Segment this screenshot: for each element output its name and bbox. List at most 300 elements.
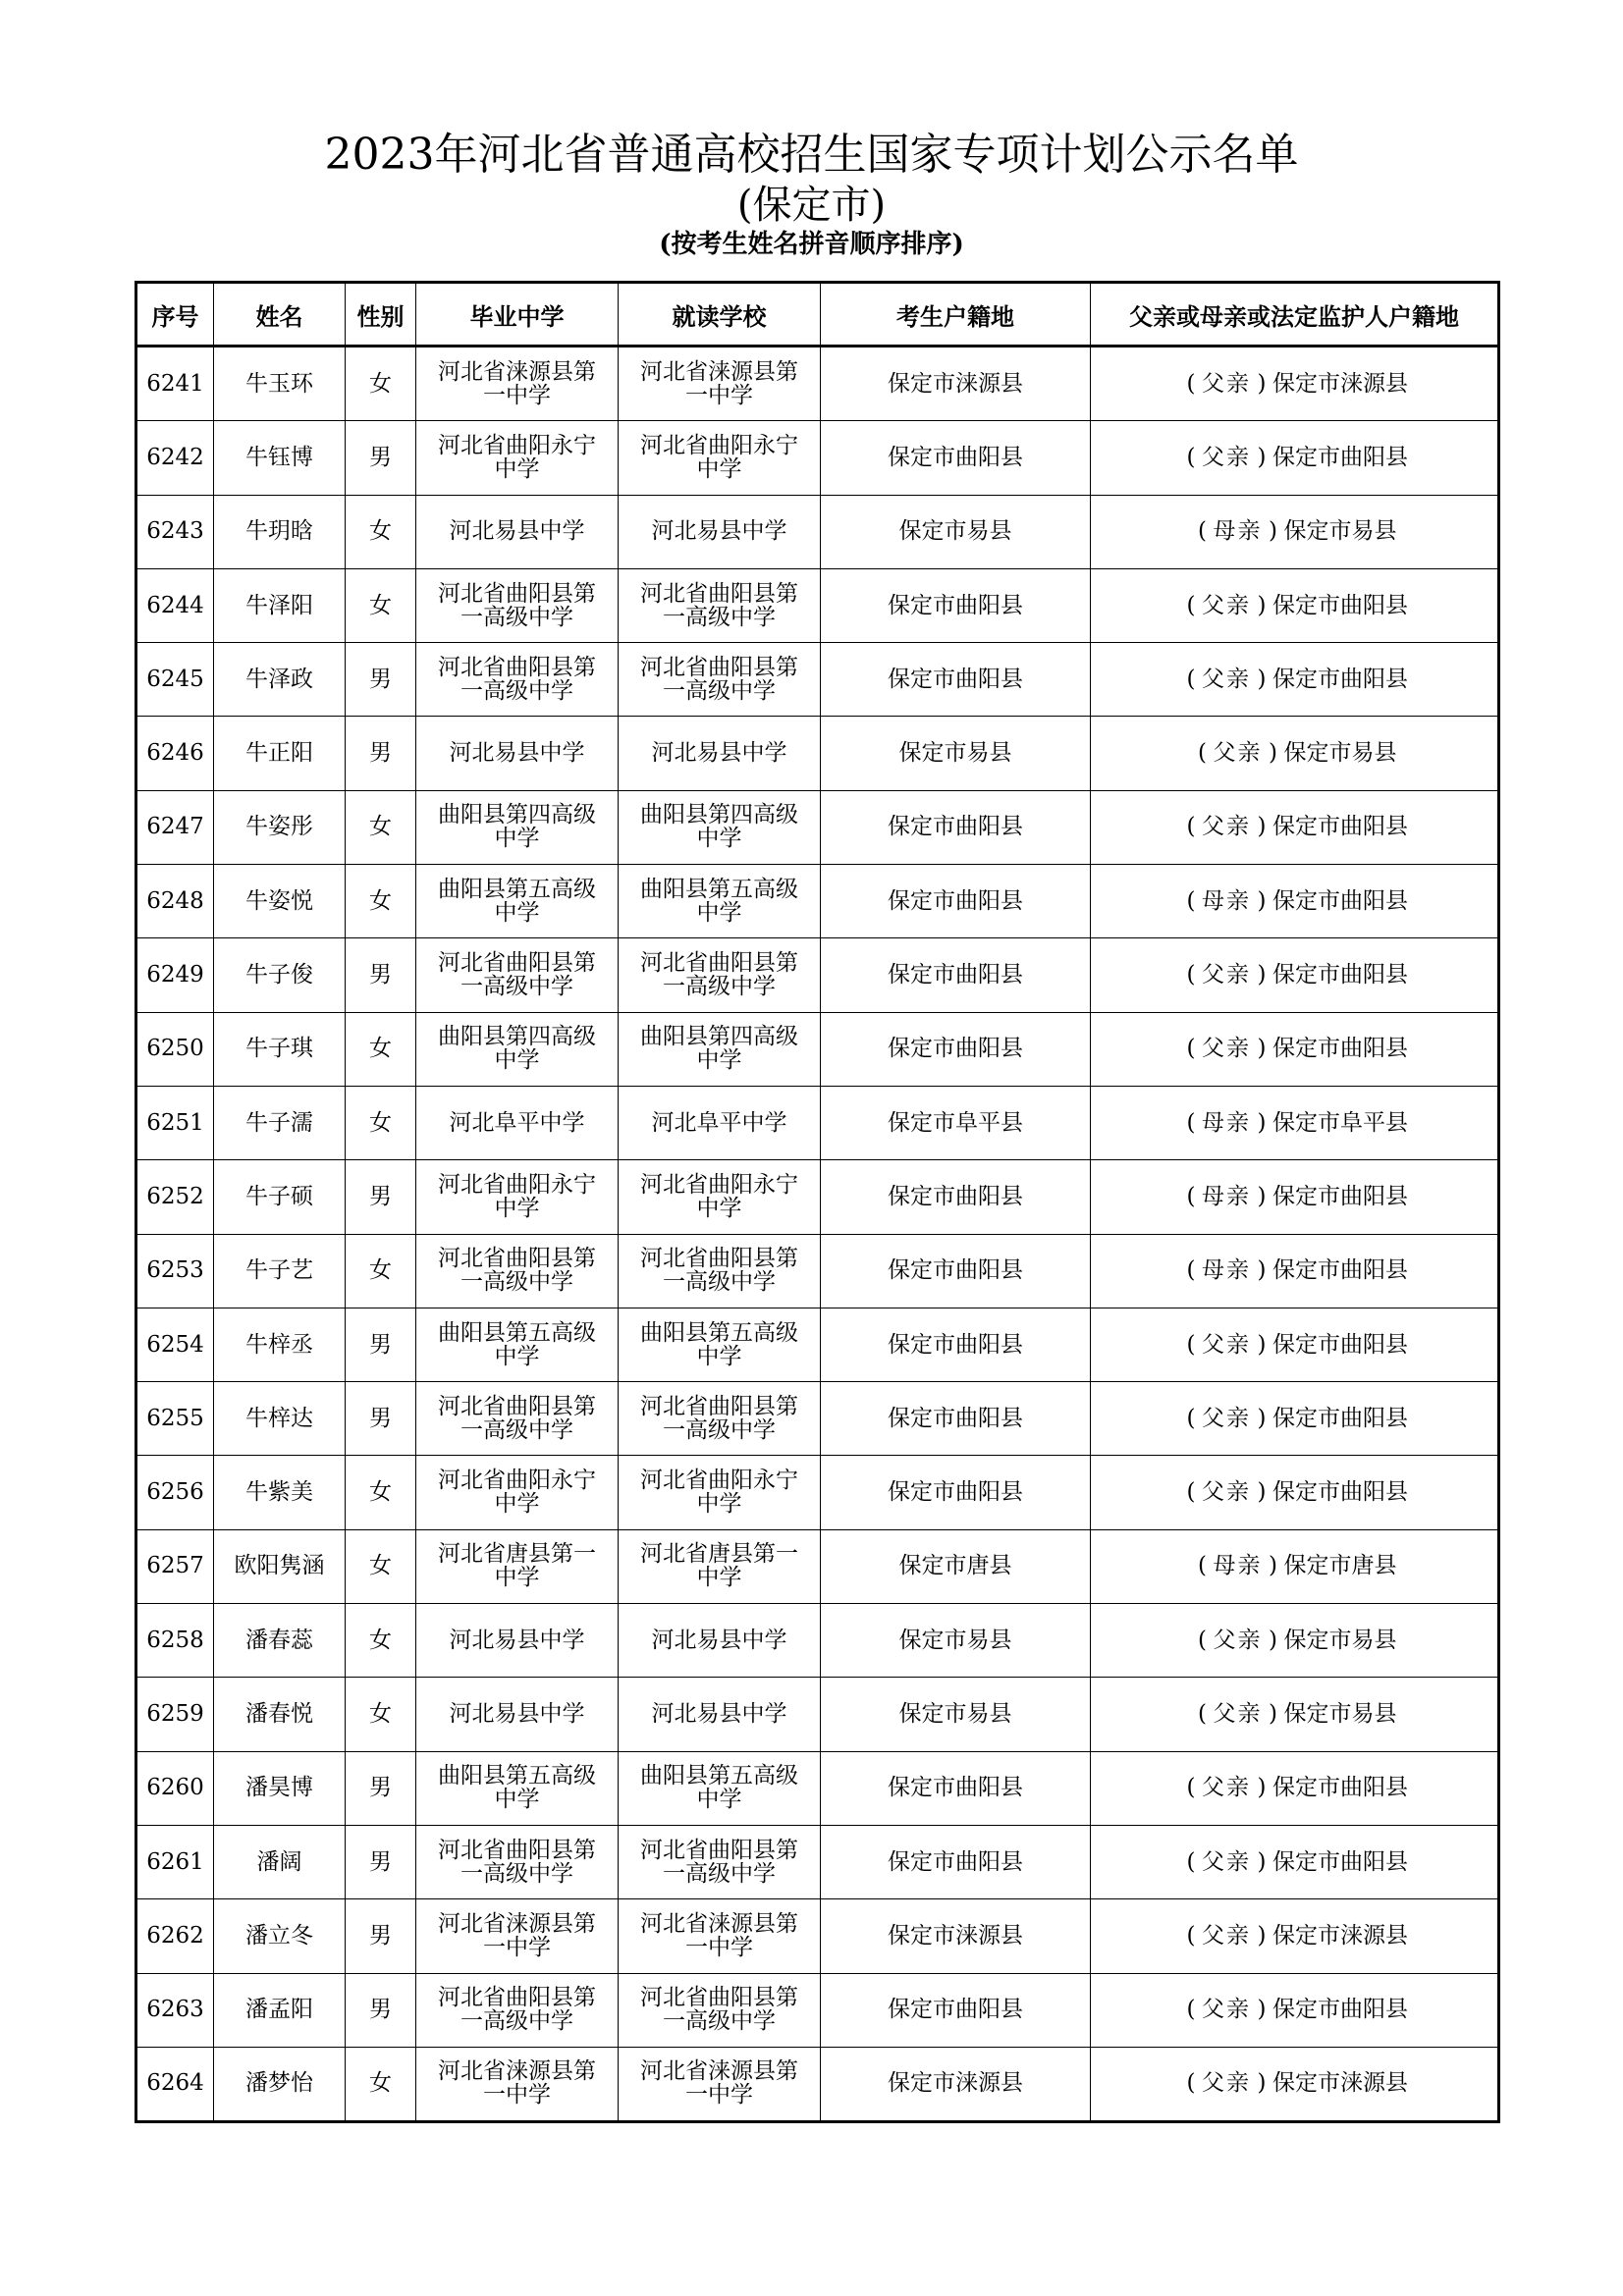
cell-current-school	[619, 1382, 821, 1456]
cell-graduate-school	[416, 1973, 619, 2047]
cell-hukou: 保定市曲阳县	[821, 1012, 1091, 1086]
open-paren: (	[1186, 1109, 1196, 1136]
cell-graduate-school	[416, 568, 619, 642]
cell-guardian	[1091, 790, 1499, 864]
document-title: 2023年河北省普通高校招生国家专项计划公示名单	[324, 130, 1299, 180]
guardian-place: 保定市曲阳县	[1272, 1331, 1408, 1358]
sort-order-note: (按考生姓名拼音顺序排序)	[659, 230, 964, 259]
guardian-place: 保定市曲阳县	[1272, 1997, 1408, 2023]
guardian-info	[1180, 667, 1408, 692]
open-paren: (	[1186, 444, 1196, 470]
cell-current-school	[619, 1751, 821, 1825]
close-paren: )	[1257, 1775, 1267, 1801]
current-school-text: 河北阜平中学	[651, 1109, 787, 1136]
guardian-info	[1180, 889, 1408, 914]
guardian-relation: 父亲	[1202, 444, 1251, 470]
table-row	[136, 1678, 1499, 1751]
current-school-text: 河北省涞源县第一中学	[640, 1910, 798, 1960]
cell-current-school	[619, 938, 821, 1012]
cell-guardian	[1091, 1604, 1499, 1678]
cell-current-school	[619, 1825, 821, 1898]
guardian-info	[1180, 372, 1408, 397]
table-row	[136, 643, 1499, 717]
table-body	[136, 347, 1499, 2122]
cell-guardian	[1091, 568, 1499, 642]
guardian-place: 保定市阜平县	[1272, 1109, 1408, 1136]
table-row	[136, 1825, 1499, 1898]
header-guardian: 父亲或母亲或法定监护人户籍地	[1091, 283, 1499, 347]
cell-name: 牛姿彤	[214, 790, 346, 864]
table-row	[136, 1234, 1499, 1308]
guardian-place: 保定市曲阳县	[1272, 814, 1408, 840]
header-gender: 性别	[346, 283, 416, 347]
guardian-place: 保定市曲阳县	[1272, 1848, 1408, 1875]
guardian-info	[1180, 1480, 1408, 1505]
cell-hukou: 保定市唐县	[821, 1529, 1091, 1603]
cell-name: 潘立冬	[214, 1899, 346, 1973]
cell-name: 牛子琪	[214, 1012, 346, 1086]
cell-seq: 6260	[136, 1751, 214, 1825]
cell-seq: 6249	[136, 938, 214, 1012]
close-paren: )	[1257, 666, 1267, 692]
cell-gender: 男	[346, 717, 416, 790]
table-header-row	[136, 283, 1499, 347]
cell-guardian	[1091, 1973, 1499, 2047]
cell-graduate-school	[416, 1160, 619, 1234]
guardian-place: 保定市曲阳县	[1272, 1479, 1408, 1506]
table-row	[136, 1456, 1499, 1529]
open-paren: (	[1186, 1775, 1196, 1801]
table-row	[136, 1382, 1499, 1456]
cell-hukou: 保定市阜平县	[821, 1086, 1091, 1159]
current-school-text: 河北省曲阳县第一高级中学	[640, 654, 798, 704]
cell-hukou: 保定市曲阳县	[821, 568, 1091, 642]
close-paren: )	[1257, 1405, 1267, 1431]
graduate-school-text: 河北阜平中学	[449, 1109, 585, 1136]
cell-gender: 女	[346, 1234, 416, 1308]
current-school-text: 河北易县中学	[651, 518, 787, 545]
guardian-relation: 父亲	[1202, 1331, 1251, 1358]
cell-seq: 6264	[136, 2047, 214, 2121]
close-paren: )	[1269, 1553, 1277, 1579]
open-paren: (	[1198, 1700, 1207, 1727]
guardian-info	[1192, 1554, 1397, 1578]
cell-graduate-school	[416, 1529, 619, 1603]
guardian-relation: 父亲	[1202, 1405, 1251, 1431]
cell-name: 牛玉环	[214, 347, 346, 421]
guardian-relation: 父亲	[1202, 1479, 1251, 1506]
cell-name: 牛梓达	[214, 1382, 346, 1456]
current-school-text: 曲阳县第四高级中学	[640, 1024, 798, 1074]
cell-current-school	[619, 1604, 821, 1678]
cell-guardian	[1091, 1012, 1499, 1086]
current-school-text: 曲阳县第五高级中学	[640, 1319, 798, 1369]
cell-seq: 6241	[136, 347, 214, 421]
cell-hukou: 保定市涞源县	[821, 347, 1091, 421]
cell-guardian	[1091, 2047, 1499, 2121]
cell-seq: 6250	[136, 1012, 214, 1086]
table-row	[136, 421, 1499, 495]
cell-guardian	[1091, 1160, 1499, 1234]
guardian-info	[1180, 1333, 1408, 1358]
cell-current-school	[619, 1012, 821, 1086]
cell-gender: 男	[346, 1308, 416, 1381]
cell-gender: 女	[346, 1529, 416, 1603]
cell-name: 牛子硕	[214, 1160, 346, 1234]
guardian-info	[1180, 963, 1408, 988]
open-paren: (	[1186, 1848, 1196, 1875]
close-paren: )	[1269, 740, 1277, 767]
cell-current-school	[619, 717, 821, 790]
graduate-school-text: 河北省曲阳县第一高级中学	[438, 580, 596, 630]
cell-graduate-school	[416, 1234, 619, 1308]
cell-hukou: 保定市曲阳县	[821, 1234, 1091, 1308]
cell-seq: 6253	[136, 1234, 214, 1308]
guardian-place: 保定市易县	[1283, 1700, 1397, 1727]
cell-graduate-school	[416, 1751, 619, 1825]
graduate-school-text: 河北省涞源县第一中学	[438, 358, 596, 408]
cell-seq: 6252	[136, 1160, 214, 1234]
guardian-relation: 母亲	[1202, 1109, 1251, 1136]
cell-hukou: 保定市曲阳县	[821, 1825, 1091, 1898]
cell-name: 潘春蕊	[214, 1604, 346, 1678]
cell-graduate-school	[416, 1012, 619, 1086]
guardian-relation: 父亲	[1213, 1627, 1263, 1653]
close-paren: )	[1269, 1700, 1277, 1727]
guardian-info	[1180, 1924, 1408, 1949]
guardian-info	[1180, 594, 1408, 618]
guardian-relation: 父亲	[1202, 962, 1251, 988]
cell-seq: 6251	[136, 1086, 214, 1159]
guardian-info	[1180, 1998, 1408, 2022]
cell-hukou: 保定市涞源县	[821, 2047, 1091, 2121]
cell-name: 潘梦怡	[214, 2047, 346, 2121]
cell-gender: 女	[346, 1456, 416, 1529]
current-school-text: 河北省曲阳县第一高级中学	[640, 580, 798, 630]
guardian-place: 保定市曲阳县	[1272, 1183, 1408, 1209]
graduate-school-text: 河北省曲阳县第一高级中学	[438, 1837, 596, 1887]
graduate-school-text: 河北省涞源县第一中学	[438, 2058, 596, 2109]
cell-seq: 6259	[136, 1678, 214, 1751]
cell-gender: 男	[346, 1825, 416, 1898]
cell-guardian	[1091, 1086, 1499, 1159]
cell-guardian	[1091, 938, 1499, 1012]
guardian-relation: 父亲	[1202, 666, 1251, 692]
current-school-text: 河北省涞源县第一中学	[640, 2058, 798, 2109]
cell-name: 牛泽政	[214, 643, 346, 717]
cell-graduate-school	[416, 495, 619, 568]
guardian-relation: 母亲	[1213, 518, 1263, 545]
cell-guardian	[1091, 1308, 1499, 1381]
current-school-text: 曲阳县第五高级中学	[640, 876, 798, 926]
cell-seq: 6263	[136, 1973, 214, 2047]
table-row	[136, 790, 1499, 864]
current-school-text: 河北易县中学	[651, 740, 787, 767]
close-paren: )	[1257, 1479, 1267, 1506]
table-row	[136, 1604, 1499, 1678]
cell-graduate-school	[416, 1678, 619, 1751]
cell-seq: 6262	[136, 1899, 214, 1973]
document-subtitle: (保定市)	[736, 183, 887, 228]
cell-current-school	[619, 421, 821, 495]
guardian-info	[1180, 446, 1408, 470]
open-paren: (	[1186, 1036, 1196, 1062]
guardian-info	[1192, 519, 1397, 544]
guardian-relation: 母亲	[1202, 1257, 1251, 1284]
cell-graduate-school	[416, 790, 619, 864]
cell-current-school	[619, 1973, 821, 2047]
cell-hukou: 保定市曲阳县	[821, 938, 1091, 1012]
graduate-school-text: 河北省唐县第一中学	[438, 1541, 596, 1591]
table-row	[136, 1086, 1499, 1159]
guardian-relation: 父亲	[1202, 1036, 1251, 1062]
cell-seq: 6245	[136, 643, 214, 717]
cell-seq: 6247	[136, 790, 214, 864]
table-row	[136, 347, 1499, 421]
header-name: 姓名	[214, 283, 346, 347]
cell-name: 潘春悦	[214, 1678, 346, 1751]
current-school-text: 河北省唐县第一中学	[640, 1541, 798, 1591]
cell-name: 潘昊博	[214, 1751, 346, 1825]
guardian-relation: 母亲	[1202, 1183, 1251, 1209]
close-paren: )	[1257, 1997, 1267, 2023]
cell-hukou: 保定市曲阳县	[821, 421, 1091, 495]
cell-current-school	[619, 1529, 821, 1603]
guardian-relation: 父亲	[1202, 1997, 1251, 2023]
cell-name: 潘阔	[214, 1825, 346, 1898]
guardian-place: 保定市曲阳县	[1272, 444, 1408, 470]
current-school-text: 河北省曲阳永宁中学	[640, 432, 798, 482]
graduate-school-text: 河北省曲阳县第一高级中学	[438, 950, 596, 1000]
cell-graduate-school	[416, 1456, 619, 1529]
cell-gender: 女	[346, 1012, 416, 1086]
current-school-text: 河北省曲阳县第一高级中学	[640, 950, 798, 1000]
cell-graduate-school	[416, 1382, 619, 1456]
graduate-school-text: 河北省曲阳永宁中学	[438, 1468, 596, 1518]
open-paren: (	[1186, 1922, 1196, 1949]
cell-name: 欧阳隽涵	[214, 1529, 346, 1603]
header-current-school: 就读学校	[619, 283, 821, 347]
cell-graduate-school	[416, 1825, 619, 1898]
cell-hukou: 保定市易县	[821, 717, 1091, 790]
guardian-relation: 父亲	[1202, 2070, 1251, 2097]
cell-seq: 6258	[136, 1604, 214, 1678]
roster-table	[135, 281, 1500, 2123]
guardian-place: 保定市涞源县	[1272, 370, 1408, 397]
guardian-relation: 母亲	[1202, 887, 1251, 914]
cell-name: 牛泽阳	[214, 568, 346, 642]
close-paren: )	[1257, 370, 1267, 397]
table-row	[136, 1973, 1499, 2047]
cell-seq: 6254	[136, 1308, 214, 1381]
open-paren: (	[1198, 1627, 1207, 1653]
cell-current-school	[619, 865, 821, 938]
graduate-school-text: 河北省曲阳县第一高级中学	[438, 1393, 596, 1443]
cell-seq: 6261	[136, 1825, 214, 1898]
cell-gender: 女	[346, 2047, 416, 2121]
table-row	[136, 1160, 1499, 1234]
guardian-info	[1192, 1702, 1397, 1727]
cell-guardian	[1091, 1899, 1499, 1973]
cell-current-school	[619, 2047, 821, 2121]
current-school-text: 曲阳县第五高级中学	[640, 1763, 798, 1813]
cell-gender: 男	[346, 1973, 416, 2047]
graduate-school-text: 曲阳县第五高级中学	[438, 1763, 596, 1813]
open-paren: (	[1198, 1553, 1207, 1579]
cell-hukou: 保定市曲阳县	[821, 790, 1091, 864]
close-paren: )	[1269, 518, 1277, 545]
cell-hukou: 保定市曲阳县	[821, 1308, 1091, 1381]
guardian-relation: 父亲	[1202, 814, 1251, 840]
graduate-school-text: 河北易县中学	[449, 518, 585, 545]
guardian-info	[1180, 1185, 1408, 1209]
close-paren: )	[1257, 1036, 1267, 1062]
graduate-school-text: 曲阳县第五高级中学	[438, 1319, 596, 1369]
guardian-info	[1180, 815, 1408, 839]
cell-guardian	[1091, 865, 1499, 938]
open-paren: (	[1186, 1405, 1196, 1431]
cell-guardian	[1091, 1678, 1499, 1751]
cell-hukou: 保定市曲阳县	[821, 1382, 1091, 1456]
cell-gender: 女	[346, 1678, 416, 1751]
cell-seq: 6256	[136, 1456, 214, 1529]
guardian-place: 保定市曲阳县	[1272, 1775, 1408, 1801]
table-row	[136, 865, 1499, 938]
open-paren: (	[1186, 1257, 1196, 1284]
guardian-place: 保定市曲阳县	[1272, 1257, 1408, 1284]
guardian-relation: 父亲	[1202, 592, 1251, 618]
graduate-school-text: 河北省曲阳永宁中学	[438, 1171, 596, 1221]
close-paren: )	[1257, 592, 1267, 618]
graduate-school-text: 河北省曲阳县第一高级中学	[438, 1246, 596, 1296]
cell-name: 牛正阳	[214, 717, 346, 790]
close-paren: )	[1257, 1109, 1267, 1136]
cell-gender: 女	[346, 790, 416, 864]
guardian-place: 保定市曲阳县	[1272, 887, 1408, 914]
cell-name: 潘孟阳	[214, 1973, 346, 2047]
close-paren: )	[1257, 444, 1267, 470]
graduate-school-text: 曲阳县第五高级中学	[438, 876, 596, 926]
close-paren: )	[1257, 1257, 1267, 1284]
cell-hukou: 保定市易县	[821, 1604, 1091, 1678]
cell-graduate-school	[416, 421, 619, 495]
cell-guardian	[1091, 643, 1499, 717]
cell-current-school	[619, 347, 821, 421]
close-paren: )	[1257, 1922, 1267, 1949]
current-school-text: 河北省曲阳县第一高级中学	[640, 1837, 798, 1887]
guardian-info	[1180, 2071, 1408, 2096]
open-paren: (	[1198, 518, 1207, 545]
cell-seq: 6257	[136, 1529, 214, 1603]
open-paren: (	[1186, 1997, 1196, 2023]
cell-name: 牛子濡	[214, 1086, 346, 1159]
cell-seq: 6244	[136, 568, 214, 642]
cell-current-school	[619, 495, 821, 568]
cell-guardian	[1091, 1456, 1499, 1529]
cell-hukou: 保定市易县	[821, 1678, 1091, 1751]
guardian-place: 保定市唐县	[1283, 1553, 1397, 1579]
cell-guardian	[1091, 1751, 1499, 1825]
guardian-info	[1180, 1407, 1408, 1431]
open-paren: (	[1186, 2070, 1196, 2097]
table-row	[136, 938, 1499, 1012]
current-school-text: 河北省涞源县第一中学	[640, 358, 798, 408]
table-row	[136, 2047, 1499, 2121]
open-paren: (	[1186, 666, 1196, 692]
cell-graduate-school	[416, 717, 619, 790]
cell-name: 牛玥晗	[214, 495, 346, 568]
cell-name: 牛姿悦	[214, 865, 346, 938]
current-school-text: 河北易县中学	[651, 1627, 787, 1653]
cell-gender: 男	[346, 1160, 416, 1234]
cell-gender: 男	[346, 421, 416, 495]
cell-current-school	[619, 1899, 821, 1973]
current-school-text: 河北省曲阳永宁中学	[640, 1468, 798, 1518]
close-paren: )	[1257, 1183, 1267, 1209]
cell-graduate-school	[416, 643, 619, 717]
close-paren: )	[1257, 887, 1267, 914]
guardian-info	[1180, 1037, 1408, 1061]
cell-hukou: 保定市曲阳县	[821, 1456, 1091, 1529]
cell-graduate-school	[416, 2047, 619, 2121]
close-paren: )	[1257, 962, 1267, 988]
close-paren: )	[1257, 2070, 1267, 2097]
open-paren: (	[1186, 887, 1196, 914]
cell-gender: 女	[346, 495, 416, 568]
cell-guardian	[1091, 1234, 1499, 1308]
guardian-relation: 父亲	[1202, 370, 1251, 397]
cell-current-school	[619, 643, 821, 717]
cell-gender: 男	[346, 643, 416, 717]
guardian-relation: 父亲	[1213, 740, 1263, 767]
cell-current-school	[619, 1160, 821, 1234]
cell-graduate-school	[416, 938, 619, 1012]
open-paren: (	[1186, 592, 1196, 618]
cell-name: 牛紫美	[214, 1456, 346, 1529]
cell-name: 牛梓丞	[214, 1308, 346, 1381]
open-paren: (	[1186, 1479, 1196, 1506]
cell-seq: 6248	[136, 865, 214, 938]
cell-gender: 女	[346, 347, 416, 421]
open-paren: (	[1186, 1183, 1196, 1209]
cell-graduate-school	[416, 347, 619, 421]
cell-gender: 女	[346, 568, 416, 642]
cell-graduate-school	[416, 1604, 619, 1678]
cell-gender: 女	[346, 1086, 416, 1159]
cell-guardian	[1091, 1529, 1499, 1603]
cell-graduate-school	[416, 1899, 619, 1973]
cell-current-school	[619, 790, 821, 864]
guardian-place: 保定市涞源县	[1272, 1922, 1408, 1949]
open-paren: (	[1186, 1331, 1196, 1358]
guardian-place: 保定市曲阳县	[1272, 1405, 1408, 1431]
cell-guardian	[1091, 1825, 1499, 1898]
cell-current-school	[619, 1086, 821, 1159]
open-paren: (	[1186, 370, 1196, 397]
cell-hukou: 保定市易县	[821, 495, 1091, 568]
cell-guardian	[1091, 421, 1499, 495]
cell-hukou: 保定市曲阳县	[821, 1751, 1091, 1825]
guardian-info	[1192, 1629, 1397, 1653]
guardian-place: 保定市曲阳县	[1272, 592, 1408, 618]
current-school-text: 河北省曲阳县第一高级中学	[640, 1246, 798, 1296]
cell-gender: 女	[346, 865, 416, 938]
graduate-school-text: 河北省曲阳县第一高级中学	[438, 654, 596, 704]
cell-guardian	[1091, 347, 1499, 421]
graduate-school-text: 曲阳县第四高级中学	[438, 802, 596, 852]
cell-name: 牛子俊	[214, 938, 346, 1012]
table-row	[136, 1012, 1499, 1086]
